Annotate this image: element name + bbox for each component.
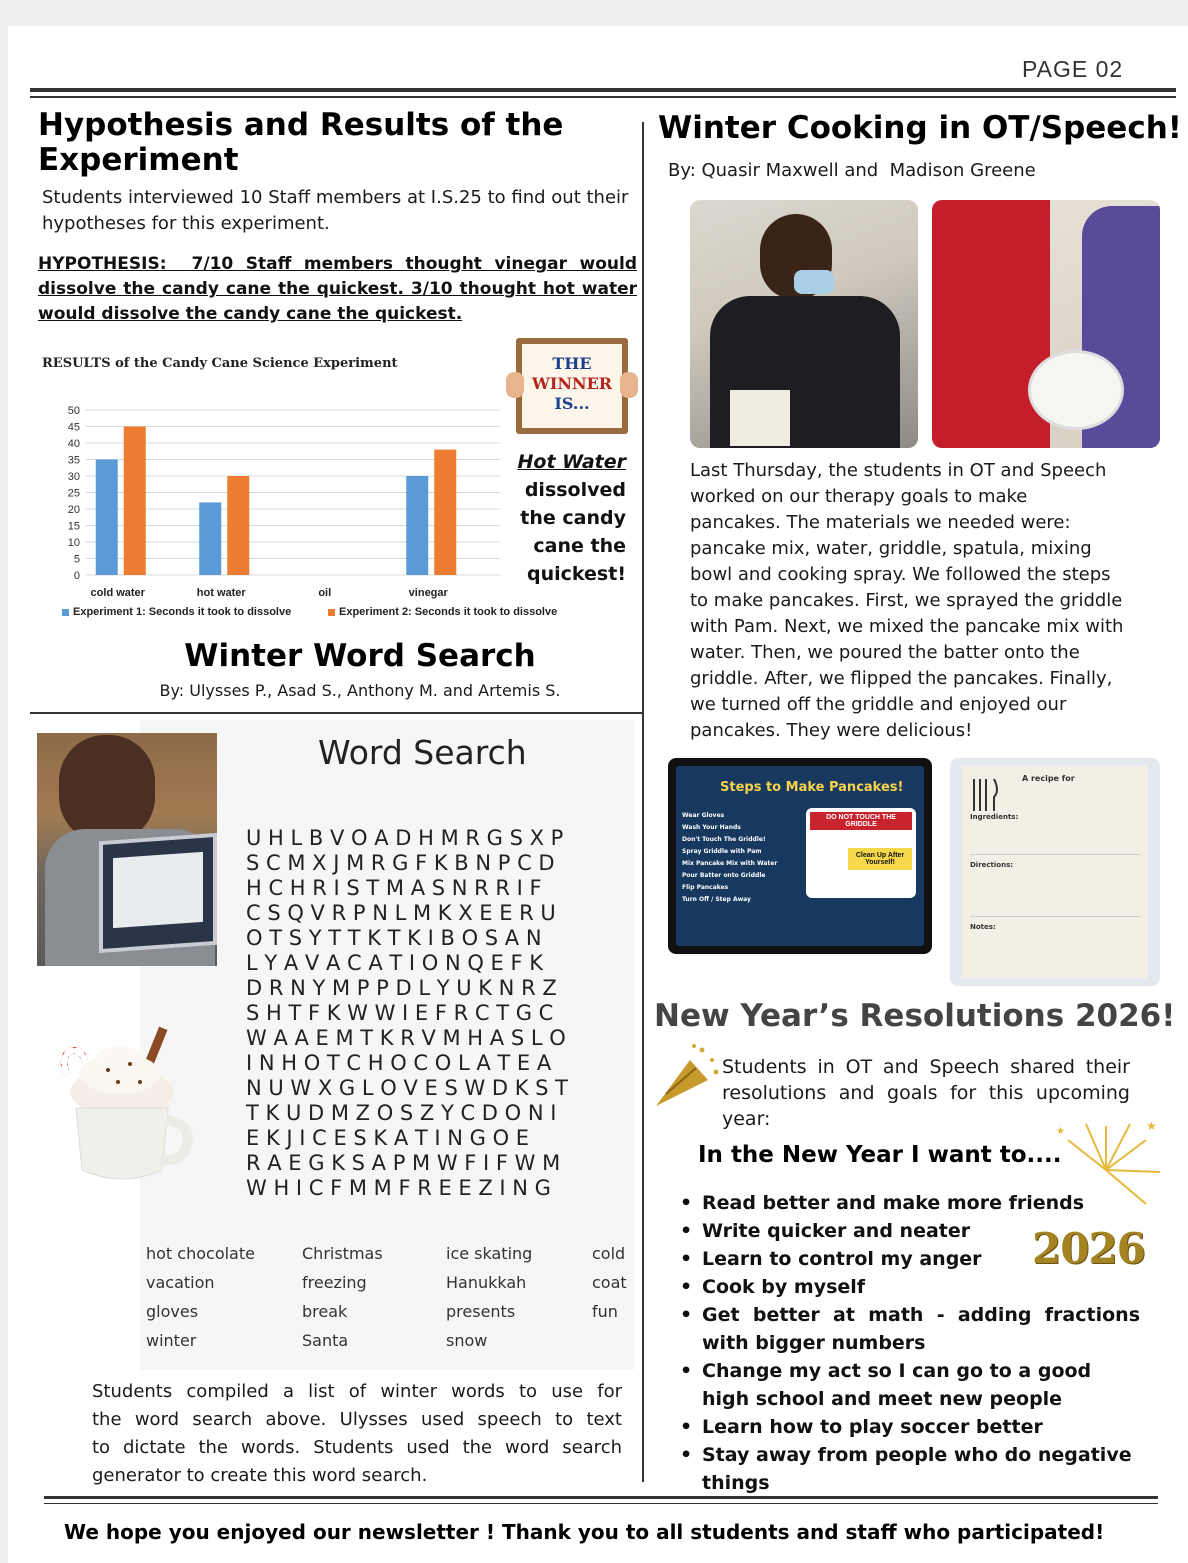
recipe-title: A recipe for bbox=[1022, 774, 1075, 783]
hypothesis-statement bbox=[38, 252, 637, 327]
y-tick-label: 15 bbox=[67, 520, 80, 533]
resolution-item: • Cook by myself bbox=[670, 1273, 1140, 1301]
word-list-item: Santa bbox=[302, 1331, 349, 1350]
cooking-line: water. Then, we poured the batter onto the bbox=[690, 642, 1080, 663]
bar-hot-water-series-2 bbox=[227, 476, 249, 575]
slide-step: Pour Batter onto Griddle bbox=[682, 872, 766, 879]
resolutions-subheading: In the New Year I want to.... bbox=[698, 1142, 1062, 1168]
red-sweater bbox=[932, 200, 1050, 448]
grid-row: C S Q V R P N L M K X E E R U bbox=[246, 901, 556, 925]
column-divider bbox=[642, 122, 644, 1482]
y-tick-label: 30 bbox=[67, 471, 80, 483]
cooking-line: with Pam. Next, we mixed the pancake mix with bbox=[690, 616, 1124, 637]
chart-legend-item bbox=[328, 606, 557, 618]
grid-row: W H I C F M M F R E E Z I N G bbox=[246, 1176, 551, 1200]
winner-sign-board bbox=[522, 344, 622, 428]
y-tick-label: 40 bbox=[67, 438, 80, 450]
note-line: the word search above. Ulysses used speech to text bbox=[92, 1409, 622, 1430]
cooking-photo-mixing bbox=[932, 200, 1160, 448]
page-number: PAGE 02 bbox=[1022, 56, 1124, 82]
slide-steps bbox=[682, 810, 800, 906]
bar-cold-water-series-1 bbox=[96, 460, 118, 576]
slide-step: Don't Touch The Griddle! bbox=[682, 836, 766, 843]
intro-line: Students in OT and Speech shared their bbox=[722, 1056, 1130, 1078]
cooking-body bbox=[690, 458, 1160, 744]
recipe-card-photo bbox=[950, 758, 1160, 986]
cooking-heading: Winter Cooking in OT/Speech! bbox=[658, 110, 1182, 146]
y-tick-label: 0 bbox=[73, 570, 80, 582]
winner-text-line: cane the bbox=[533, 535, 626, 557]
intro-line: Students interviewed 10 Staff members at I.S.25 to find out their bbox=[42, 187, 629, 208]
word-list-item: coat bbox=[592, 1273, 627, 1292]
winner-sign-line: THE bbox=[552, 354, 592, 373]
grid-row: N U W X G L O V E S W D K S T bbox=[246, 1076, 569, 1100]
resolutions-heading: New Year’s Resolutions 2026! bbox=[654, 998, 1176, 1034]
word-list-item: snow bbox=[446, 1331, 488, 1350]
grid-row: S C M X J M R G F K B N P C D bbox=[246, 851, 555, 875]
grid-row: S H T F K W W I E F R C T G C bbox=[246, 1001, 554, 1025]
grid-row: O T S Y T T K T K I B O S A N bbox=[246, 926, 542, 950]
grid-row: W A A E M T K R V M H A S L O bbox=[246, 1026, 566, 1050]
hypothesis-title bbox=[38, 108, 563, 178]
word-list-item: gloves bbox=[146, 1302, 199, 1321]
word-list-item: Christmas bbox=[302, 1244, 383, 1263]
student-figure bbox=[59, 735, 155, 843]
chart-title: RESULTS of the Candy Cane Science Experiment bbox=[42, 356, 398, 371]
hot-chocolate-icon bbox=[48, 1020, 196, 1190]
slide-cleanup: Clean Up After Yourself! bbox=[848, 848, 912, 870]
cooking-line: pancakes. The materials we needed were: bbox=[690, 512, 1071, 533]
y-tick-label: 25 bbox=[67, 487, 80, 500]
note-line: generator to create this word search. bbox=[92, 1465, 428, 1486]
y-tick-label: 10 bbox=[67, 537, 80, 549]
hypothesis-line: would dissolve the candy cane the quickest. bbox=[38, 304, 463, 324]
resolutions-list bbox=[670, 1189, 1140, 1497]
pancake-mix-box bbox=[730, 390, 790, 446]
intro-line: year: bbox=[722, 1108, 771, 1130]
cooking-line: we turned off the griddle and enjoyed our bbox=[690, 694, 1067, 715]
grid-row: U H L B V O A D H M R G S X P bbox=[246, 826, 564, 850]
results-bar-chart bbox=[36, 398, 506, 606]
chart-legend-item bbox=[62, 606, 291, 618]
winner-text-line: Hot Water bbox=[517, 451, 626, 473]
slide-title: Steps to Make Pancakes! bbox=[720, 780, 904, 795]
word-list-item: winter bbox=[146, 1331, 197, 1350]
winner-text-line: dissolved bbox=[524, 479, 626, 501]
cooking-line: pancakes. They were delicious! bbox=[690, 720, 973, 741]
year-badge: 2026 bbox=[1032, 1224, 1145, 1273]
x-tick-label: oil bbox=[318, 587, 332, 599]
legend-swatch-orange bbox=[328, 609, 335, 616]
svg-text:★: ★ bbox=[1146, 1120, 1157, 1133]
header-rule-thin bbox=[30, 96, 1176, 98]
winner-text bbox=[506, 448, 626, 588]
y-tick-label: 5 bbox=[73, 553, 80, 566]
hand-icon bbox=[506, 372, 524, 398]
resolution-item: • Stay away from people who do negative things bbox=[670, 1441, 1140, 1497]
bar-vinegar-series-2 bbox=[434, 450, 456, 575]
word-list-item: presents bbox=[446, 1302, 516, 1321]
y-tick-label: 35 bbox=[67, 454, 80, 467]
mixing-bowl bbox=[1028, 350, 1124, 430]
grid-row: E K J I C E S K A T I N G O E bbox=[246, 1126, 530, 1150]
header-rule bbox=[30, 88, 1176, 92]
cooking-line: griddle. After, we flipped the pancakes. Finally, bbox=[690, 668, 1113, 689]
cooking-line: to make pancakes. First, we sprayed the griddle bbox=[690, 590, 1123, 611]
cooking-line: pancake mix, water, griddle, spatula, mixing bbox=[690, 538, 1092, 559]
intro-line: hypotheses for this experiment. bbox=[42, 213, 330, 234]
slide-panel bbox=[806, 808, 916, 898]
cooking-photo-student bbox=[690, 200, 918, 448]
slide-screen bbox=[676, 766, 924, 946]
recipe-ingredients-label: Ingredients: bbox=[970, 813, 1019, 821]
winner-sign-image bbox=[516, 338, 628, 434]
legend-label: Experiment 1: Seconds it took to dissolve bbox=[73, 606, 292, 618]
svg-text:★: ★ bbox=[1056, 1126, 1065, 1137]
cooking-line: worked on our therapy goals to make bbox=[690, 486, 1028, 507]
laptop-screen-page bbox=[113, 852, 203, 928]
resolution-item: • Get better at math - adding fractions with bigger numbers bbox=[670, 1301, 1140, 1357]
recipe-notes-label: Notes: bbox=[970, 923, 996, 931]
x-tick-label: hot water bbox=[196, 587, 246, 599]
winner-sign-line: WINNER bbox=[531, 374, 613, 393]
bar-cold-water-series-2 bbox=[124, 427, 146, 576]
cooking-line: bowl and cooking spray. We followed the steps bbox=[690, 564, 1111, 585]
student-laptop-photo bbox=[37, 733, 217, 966]
winner-sign-line: IS... bbox=[554, 394, 590, 413]
recipe-lines bbox=[970, 821, 1140, 855]
resolution-item: • Write quicker and neater bbox=[670, 1217, 1140, 1245]
resolution-item: • Learn to control my anger bbox=[670, 1245, 1140, 1273]
word-list-item: hot chocolate bbox=[146, 1244, 255, 1263]
laptop-screen bbox=[99, 833, 217, 953]
word-list-item: break bbox=[302, 1302, 348, 1321]
y-tick-label: 50 bbox=[67, 405, 80, 417]
legend-label: Experiment 2: Seconds it took to dissolve bbox=[339, 606, 558, 618]
note-line: to dictate the words. Students used the word search bbox=[92, 1437, 622, 1458]
hypothesis-line: dissolve the candy cane the quickest. 3/10 thought hot water bbox=[38, 279, 637, 299]
word-list-item: cold bbox=[592, 1244, 626, 1263]
hand-icon bbox=[620, 372, 638, 398]
y-tick-label: 20 bbox=[67, 504, 80, 516]
word-list-item: freezing bbox=[302, 1273, 367, 1292]
slide-step: Wear Gloves bbox=[682, 812, 725, 819]
recipe-lines bbox=[970, 869, 1140, 917]
grid-row: H C H R I S T M A S N R R I F bbox=[246, 876, 542, 900]
cooking-line: Last Thursday, the students in OT and Speech bbox=[690, 460, 1107, 481]
grid-row: L Y A V A C A T I O N Q E F K bbox=[246, 951, 544, 975]
x-tick-label: cold water bbox=[90, 587, 145, 599]
word-search-note bbox=[92, 1378, 622, 1490]
face-mask bbox=[794, 270, 834, 294]
cooking-byline: By: Quasir Maxwell and Madison Greene bbox=[668, 160, 1036, 181]
grid-row: I N H O T C H O C O L A T E A bbox=[246, 1051, 552, 1075]
word-list-item: ice skating bbox=[446, 1244, 533, 1263]
winner-text-line: the candy bbox=[520, 507, 626, 529]
word-search-title: Word Search bbox=[318, 733, 527, 772]
word-search-heading: Winter Word Search bbox=[184, 638, 536, 674]
grid-row: T K U D M Z O S Z Y C D O N I bbox=[246, 1101, 557, 1125]
recipe-card bbox=[962, 766, 1148, 978]
grid-row: D R N Y M P P D L Y U K N R Z bbox=[246, 976, 557, 1000]
word-list-item: Hanukkah bbox=[446, 1273, 527, 1292]
word-list-item: fun bbox=[592, 1302, 618, 1321]
hypothesis-title-line: Hypothesis and Results of the bbox=[38, 107, 564, 143]
word-list-item: vacation bbox=[146, 1273, 215, 1292]
grid-row: R A E G K S A P M W F I F W M bbox=[246, 1151, 561, 1175]
hot-chocolate-image bbox=[48, 1020, 196, 1190]
party-popper-icon bbox=[650, 1040, 722, 1110]
slide-step: Mix Pancake Mix with Water bbox=[682, 860, 778, 867]
legend-swatch-blue bbox=[62, 609, 69, 616]
pancake-steps-slide bbox=[668, 758, 932, 954]
slide-step: Turn Off / Step Away bbox=[682, 896, 751, 903]
hypothesis-line: 7/10 Staff members thought vinegar would bbox=[191, 254, 638, 274]
intro-line: resolutions and goals for this upcoming bbox=[722, 1082, 1130, 1104]
footer-rule-thin bbox=[44, 1503, 1158, 1504]
slide-step: Spray Griddle with Pam bbox=[682, 848, 762, 855]
word-search-grid bbox=[246, 826, 568, 1201]
footer-rule bbox=[44, 1496, 1158, 1499]
slide-step: Flip Pancakes bbox=[682, 884, 729, 891]
word-search-byline: By: Ulysses P., Asad S., Anthony M. and Artemis S. bbox=[159, 681, 561, 700]
bar-vinegar-series-1 bbox=[406, 476, 428, 575]
slide-step: Wash Your Hands bbox=[682, 824, 741, 831]
resolution-item: • Learn how to play soccer better bbox=[670, 1413, 1140, 1441]
hypothesis-intro bbox=[42, 185, 640, 237]
slide-warning: DO NOT TOUCH THE GRIDDLE bbox=[810, 812, 912, 830]
recipe-directions-label: Directions: bbox=[970, 861, 1014, 869]
x-tick-label: vinegar bbox=[408, 587, 448, 599]
y-tick-label: 45 bbox=[67, 421, 80, 434]
note-line: Students compiled a list of winter words to use for bbox=[92, 1381, 622, 1402]
section-divider bbox=[30, 712, 642, 714]
bar-hot-water-series-1 bbox=[199, 502, 221, 575]
footer-message: We hope you enjoyed our newsletter ! Thank you to all students and staff who participated! bbox=[64, 1520, 1105, 1544]
resolution-item: • Read better and make more friends bbox=[670, 1189, 1140, 1217]
resolution-item: • Change my act so I can go to a good high school and meet new people bbox=[670, 1357, 1140, 1413]
fork-knife-icon bbox=[970, 777, 1000, 813]
winner-text-line: quickest! bbox=[527, 563, 626, 585]
hypothesis-label: HYPOTHESIS: bbox=[38, 254, 167, 274]
hypothesis-title-line: Experiment bbox=[38, 142, 239, 178]
